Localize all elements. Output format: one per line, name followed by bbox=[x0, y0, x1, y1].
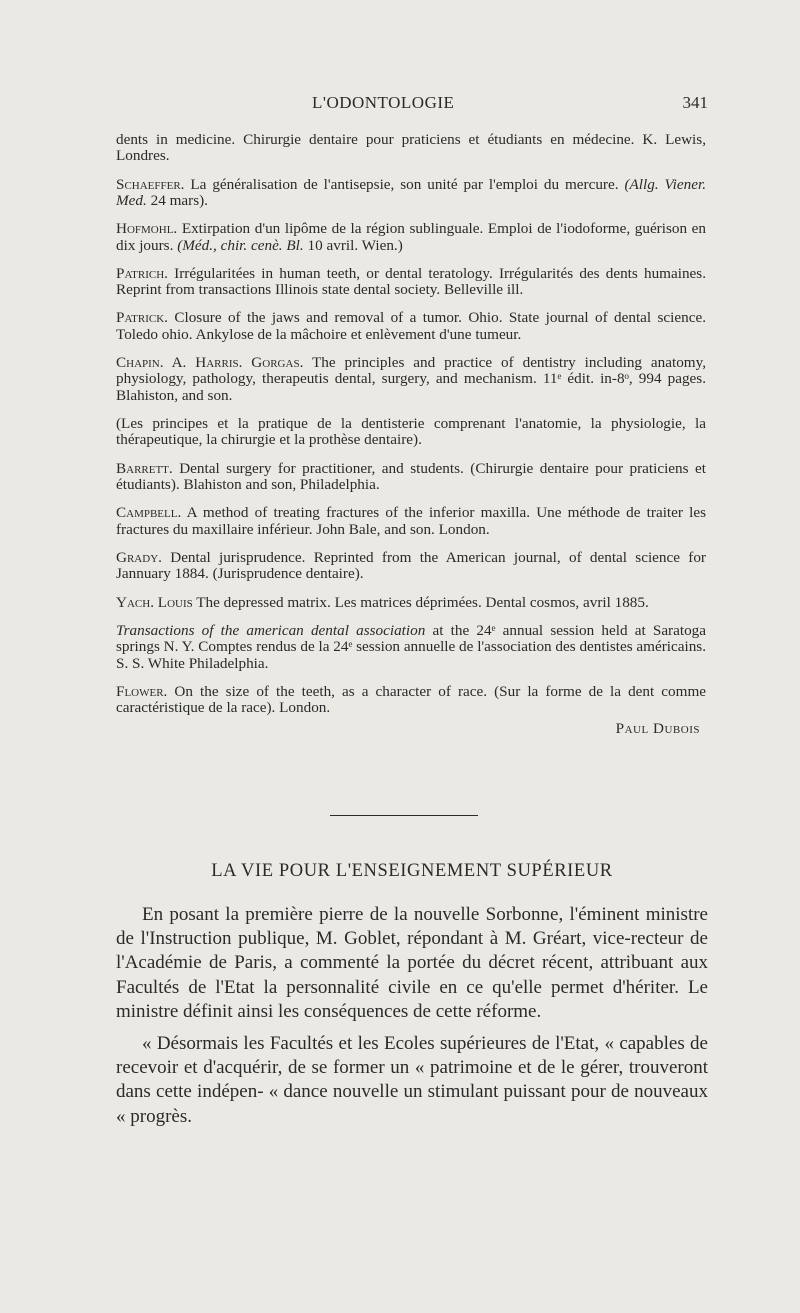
bibliography-entry bbox=[116, 177, 706, 210]
entry-text: The principles and practice of dentistry including anatomy, physiology, pathology, therapeutis dental, surgery, and mechanism. 11ᵉ édit. in-8ᵒ, 994 pages. Blahiston, and son. bbox=[116, 354, 707, 404]
bibliography-entry bbox=[116, 505, 706, 538]
entry-text: Closure of the jaws and removal of a tumor. Ohio. State journal of dental science. Toledo ohio. Ankylose de la mâchoire et enlèvement d'une tumeur. bbox=[116, 309, 706, 343]
section-divider bbox=[330, 815, 478, 816]
author-name: Hofmohl. bbox=[116, 220, 178, 238]
bibliography-entry bbox=[116, 266, 706, 299]
author-name: Schaeffer. bbox=[116, 175, 185, 193]
journal-title: L'ODONTOLOGIE bbox=[312, 93, 455, 112]
entry-text: Dental jurisprudence. Reprinted from the American journal, of dental science for Jannuary 1884. (Jurisprudence dentaire). bbox=[116, 548, 706, 583]
author-name: Grady. bbox=[116, 548, 162, 566]
author-name: Yach. Louis bbox=[116, 593, 193, 611]
entry-text: On the size of the teeth, as a character of race. (Sur la forme de la dent comme caractéristique de la race). London. bbox=[116, 682, 706, 717]
article-paragraph: « Désormais les Facultés et les Ecoles supérieures de l'Etat, « capables de recevoir et d'acquérir, de se former un « patrimoine et de le gérer, trouveront dans cette indépen- « dance nouvelle un stimulant puissant pour de nouveaux « progrès. bbox=[116, 1033, 708, 1127]
publication-title: (Méd., chir. cenè. Bl. bbox=[177, 236, 304, 254]
bibliography-entry bbox=[116, 595, 706, 611]
bibliography-entry bbox=[116, 623, 706, 672]
bibliography-entry bbox=[116, 355, 706, 404]
entry-text: 10 avril. Wien.) bbox=[303, 236, 403, 254]
entry-text: at the 24ᵉ annual session held at Saratoga springs N. Y. Comptes rendus de la 24ᵉ session annuelle de l'association des dentistes américains. S. S. White Philadelphia. bbox=[116, 621, 707, 672]
article-paragraph: En posant la première pierre de la nouvelle Sorbonne, l'éminent ministre de l'Instruction publique, M. Goblet, répondant à M. Gréart, vice-recteur de l'Académie de Paris, a commenté la portée du décret récent, attribuant aux Facultés de l'Etat la personnalité civile en ce qu'elle permet d'hériter. Le ministre définit ainsi les conséquences de cette réforme. bbox=[116, 904, 708, 1022]
bibliography-list bbox=[116, 132, 706, 738]
bibliography-entry bbox=[116, 132, 706, 165]
section-heading: LA VIE POUR L'ENSEIGNEMENT SUPÉRIEUR bbox=[211, 861, 613, 881]
bibliography-entry bbox=[116, 550, 706, 583]
entry-text: Dental surgery for practitioner, and students. (Chirurgie dentaire pour praticiens et étudiants). Blahiston and son, Philadelphia. bbox=[116, 459, 706, 494]
publication-title: (Allg. Viener. Med. bbox=[116, 175, 706, 210]
page-number: 341 bbox=[682, 93, 708, 112]
running-header bbox=[116, 93, 708, 115]
entry-text: Irrégularitées in human teeth, or dental teratology. Irrégularités des dents humaines. Reprint from transactions Illinois state dental society. Belleville ill. bbox=[116, 264, 706, 299]
bibliography-entry bbox=[116, 310, 706, 343]
entry-text: La généralisation de l'antisepsie, son unité par l'emploi du mercure. bbox=[184, 175, 625, 193]
author-name: Patrick. bbox=[116, 309, 168, 327]
author-name: Chapin. A. Harris. Gorgas. bbox=[116, 354, 304, 372]
entry-text: A method of treating fractures of the inferior maxilla. Une méthode de traiter les fractures du maxillaire inférieur. John Bale, and son. London. bbox=[116, 504, 706, 538]
publication-title: Transactions of the american dental association bbox=[116, 621, 426, 639]
entry-text: 24 mars). bbox=[146, 192, 208, 210]
bibliography-entry bbox=[116, 221, 706, 254]
bibliography-entry bbox=[116, 416, 706, 449]
entry-text: dents in medicine. Chirurgie dentaire pour praticiens et étudiants en médecine. K. Lewis, Londres. bbox=[116, 131, 706, 165]
author-name: Barrett. bbox=[116, 459, 173, 477]
entry-text: (Les principes et la pratique de la dentisterie comprenant l'anatomie, la physiologie, la thérapeutique, la chirurgie et la prothèse dentaire). bbox=[116, 415, 706, 449]
article-body bbox=[116, 903, 708, 1137]
bibliography-entry bbox=[116, 684, 706, 717]
author-name: Campbell. bbox=[116, 504, 182, 522]
entry-text: Extirpation d'un lipôme de la région sublinguale. Emploi de l'iodoforme, guérison en dix jours. bbox=[116, 220, 706, 254]
author-name: Patrich. bbox=[116, 264, 168, 282]
author-name: Flower. bbox=[116, 682, 168, 700]
bibliography-entry bbox=[116, 461, 706, 494]
author-signature: Paul Dubois bbox=[615, 720, 700, 738]
entry-text: The depressed matrix. Les matrices déprimées. Dental cosmos, avril 1885. bbox=[192, 593, 649, 611]
